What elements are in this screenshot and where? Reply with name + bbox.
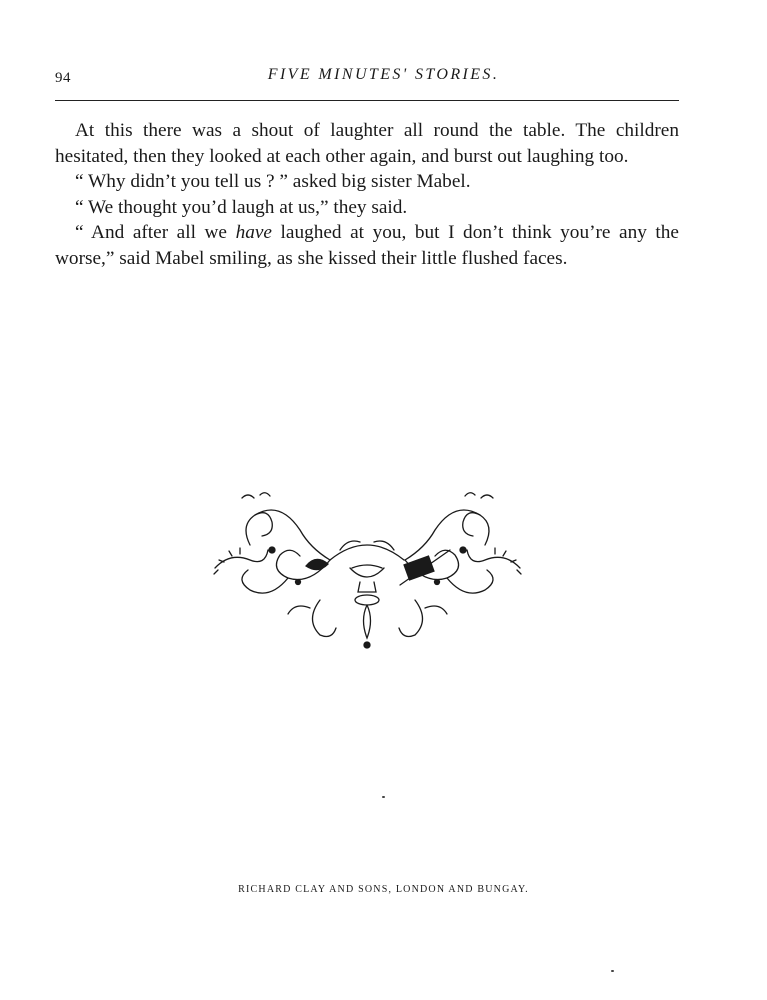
running-title: FIVE MINUTES' STORIES. [267,66,500,83]
paragraph-question: “ Why didn’t you tell us ? ” asked big sister Mabel. [75,171,471,192]
paper-speck [611,970,614,972]
printer-imprint: RICHARD CLAY AND SONS, LONDON AND BUNGAY. [238,884,529,895]
ornament-center [330,541,404,648]
ornament-left-scroll [214,493,336,637]
paragraph-laughter: At this there was a shout of laughter all round the table. The children hesitated, then they looked at each other again, and burst out laughing too. [55,120,679,167]
page-number: 94 [55,70,71,86]
header-rule [55,100,679,101]
paragraph-reply: “ We thought you’d laugh at us,” they said. [75,196,408,218]
floral-scroll-tailpiece-icon [210,490,525,660]
paper-speck [382,796,385,798]
closing-text-start: “ And after all we [75,222,236,243]
body-text [55,118,679,271]
emphasis-word: have [235,222,272,243]
closing-text-end: laughed at you, but I don’t think you’re any the worse,” said Mabel smiling, as she kissed their little flushed faces. [55,222,679,269]
ornament-book [404,556,434,580]
paragraph-closing [55,220,679,271]
